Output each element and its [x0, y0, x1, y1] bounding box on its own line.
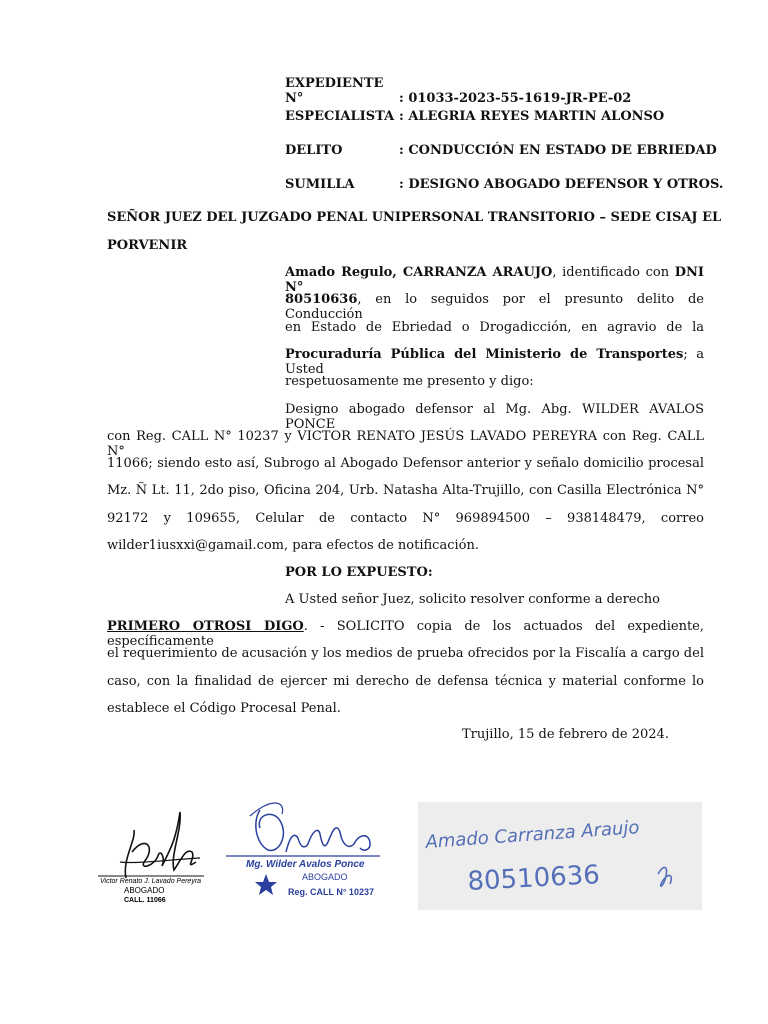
- sig3-dni: 80510636: [466, 860, 601, 897]
- delito-label: DELITO: [285, 143, 343, 158]
- sig3-name: Amado Carranza Araujo: [424, 817, 641, 853]
- p1-line4: Mz. Ñ Lt. 11, 2do piso, Oficina 204, Urb. Natasha Alta-Trujillo, con Casilla Electrónica N°: [107, 483, 704, 498]
- delito-row: [285, 143, 717, 158]
- addressee-line2: PORVENIR: [107, 238, 188, 253]
- expediente-value: : 01033-2023-55-1619-JR-PE-02: [399, 91, 632, 106]
- otrosi-line2: el requerimiento de acusación y los medios de prueba ofrecidos por la Fiscalía a cargo del: [107, 646, 704, 661]
- especialista-value: : ALEGRIA REYES MARTIN ALONSO: [399, 109, 665, 124]
- request-line: A Usted señor Juez, solicito resolver conforme a derecho: [285, 592, 660, 607]
- otrosi-line1: [107, 619, 704, 649]
- intro-text1: , identificado con: [552, 265, 675, 280]
- intro-line4: [285, 347, 704, 377]
- por-lo-expuesto: POR LO EXPUESTO:: [285, 565, 433, 580]
- intro-line2: [285, 292, 704, 322]
- sig1-title: ABOGADO: [124, 886, 165, 895]
- especialista-row: [285, 109, 664, 124]
- intro-text3: ; a Usted: [285, 347, 705, 377]
- sig2-name: Mg. Wilder Avalos Ponce: [246, 859, 365, 870]
- p1-line6: wilder1iusxxi@gamail.com, para efectos de notificación.: [107, 538, 479, 553]
- client-handwriting: [418, 802, 702, 910]
- sig2-reg: Reg. CALL N° 10237: [288, 887, 374, 897]
- expediente-row: [285, 76, 631, 106]
- victim-entity: Procuraduría Pública del Ministerio de Transportes: [285, 347, 684, 362]
- lawyer-lavado-signature: [96, 800, 214, 910]
- intro-line3: en Estado de Ebriedad o Drogadicción, en agravio de la: [285, 320, 704, 335]
- otrosi-text1: . - SOLICITO copia de los actuados del expediente, específicamente: [107, 619, 705, 649]
- expediente-label: EXPEDIENTE N°: [285, 76, 384, 106]
- otrosi-line3: caso, con la finalidad de ejercer mi derecho de defensa técnica y material conforme lo: [107, 674, 704, 689]
- addressee-line1: SEÑOR JUEZ DEL JUZGADO PENAL UNIPERSONAL TRANSITORIO – SEDE CISAJ EL: [107, 210, 722, 225]
- especialista-label: ESPECIALISTA: [285, 109, 395, 124]
- lawyer-avalos-signature: [220, 792, 390, 910]
- sig1-name: Victor Renato J. Lavado Pereyra: [100, 878, 202, 885]
- sumilla-label: SUMILLA: [285, 177, 355, 192]
- intro-text2: , en lo seguidos por el presunto delito de Conducción: [285, 292, 704, 322]
- dni-label: DNI N°: [285, 265, 704, 295]
- intro-line5: respetuosamente me presento y digo:: [285, 374, 534, 389]
- sig2-title: ABOGADO: [302, 872, 348, 882]
- otrosi-label: PRIMERO OTROSI DIGO: [107, 619, 304, 634]
- client-handwritten-block: [418, 802, 702, 910]
- delito-value: : CONDUCCIÓN EN ESTADO DE EBRIEDAD: [399, 143, 717, 158]
- dni-number: 80510636: [285, 292, 358, 307]
- intro-line1: [285, 265, 704, 295]
- petitioner-last-name: CARRANZA ARAUJO: [402, 265, 553, 280]
- sumilla-row: [285, 177, 723, 192]
- sumilla-value: : DESIGNO ABOGADO DEFENSOR Y OTROS.: [399, 177, 724, 192]
- p1-line2: con Reg. CALL N° 10237 y VICTOR RENATO JESÚS LAVADO PEREYRA con Reg. CALL N°: [107, 429, 704, 459]
- sig1-reg: CALL. 11066: [124, 897, 166, 904]
- p1-line5: 92172 y 109655, Celular de contacto N° 969894500 – 938148479, correo: [107, 511, 704, 526]
- p1-line3: 11066; siendo esto así, Subrogo al Abogado Defensor anterior y señalo domicilio procesal: [107, 456, 704, 471]
- petitioner-first-name: Amado Regulo,: [285, 265, 403, 280]
- document-date: Trujillo, 15 de febrero de 2024.: [462, 727, 669, 742]
- seal-star-icon: [255, 874, 277, 895]
- otrosi-line4: establece el Código Procesal Penal.: [107, 701, 341, 716]
- p1-line1: Designo abogado defensor al Mg. Abg. WILDER AVALOS PONCE: [285, 402, 704, 432]
